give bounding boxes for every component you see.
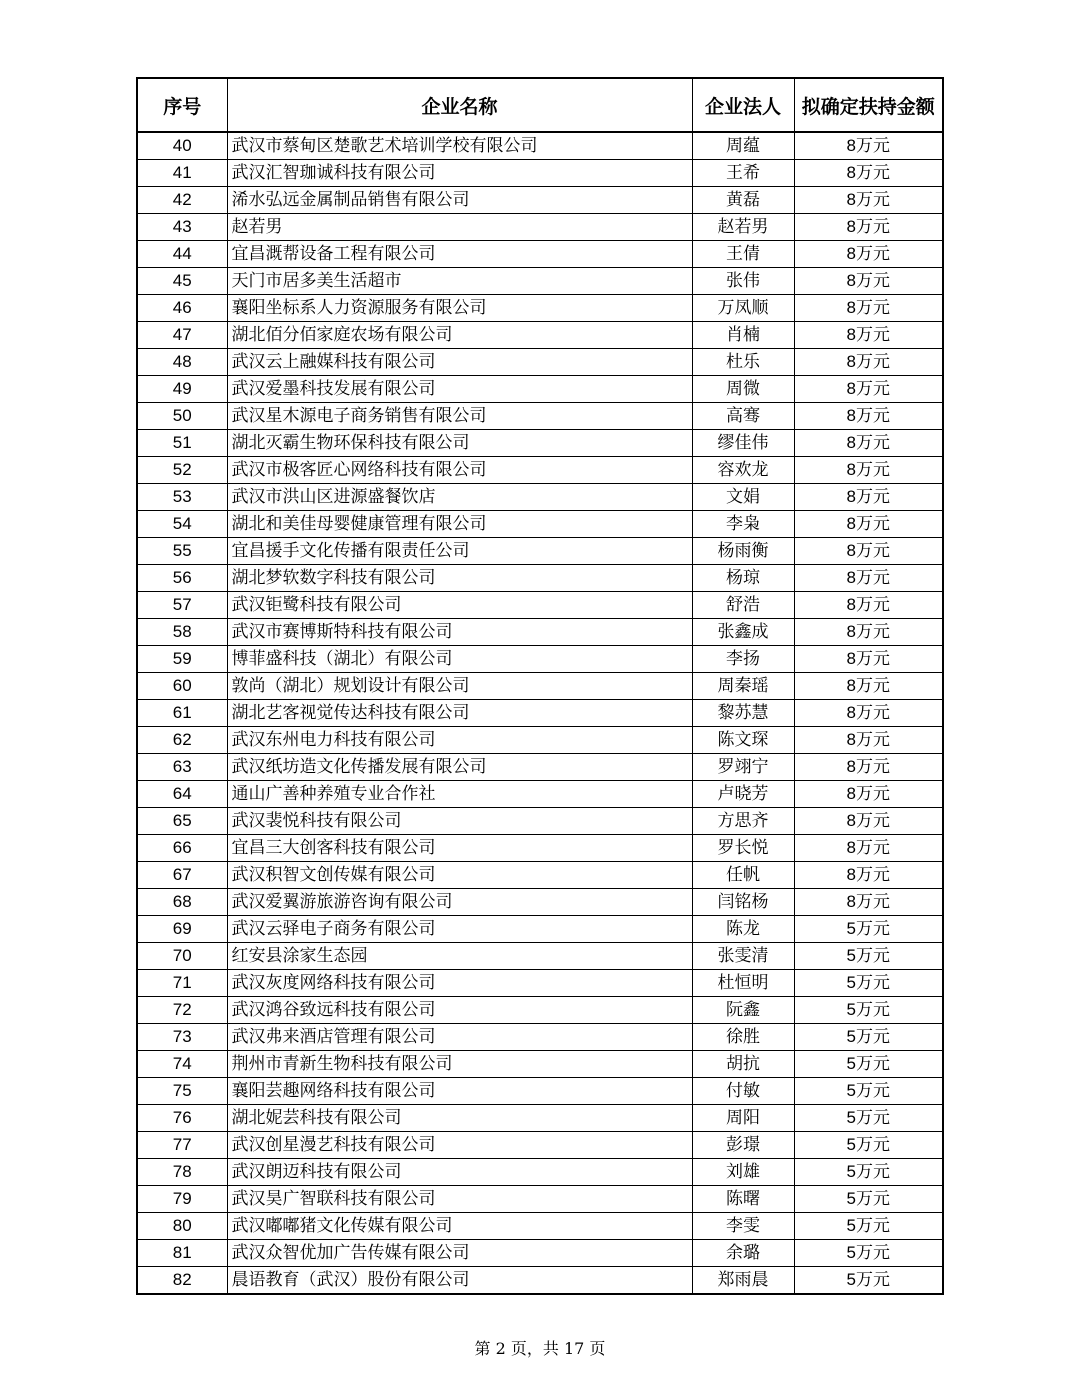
cell-serial-number: 41 <box>137 160 227 187</box>
table-row <box>137 835 943 862</box>
table-row <box>137 754 943 781</box>
cell-support-amount: 8万元 <box>794 511 943 538</box>
cell-company-name: 武汉星木源电子商务销售有限公司 <box>227 403 692 430</box>
cell-support-amount: 8万元 <box>794 700 943 727</box>
cell-company-name: 武汉东州电力科技有限公司 <box>227 727 692 754</box>
table-row <box>137 376 943 403</box>
cell-support-amount: 5万元 <box>794 1051 943 1078</box>
cell-legal-person: 罗翊宁 <box>692 754 794 781</box>
table-body <box>137 132 943 1294</box>
cell-support-amount: 8万元 <box>794 619 943 646</box>
cell-legal-person: 舒浩 <box>692 592 794 619</box>
cell-legal-person: 彭璟 <box>692 1132 794 1159</box>
cell-legal-person: 张鑫成 <box>692 619 794 646</box>
cell-company-name: 武汉嘟嘟猪文化传媒有限公司 <box>227 1213 692 1240</box>
cell-company-name: 武汉市赛博斯特科技有限公司 <box>227 619 692 646</box>
cell-company-name: 武汉市洪山区进源盛餐饮店 <box>227 484 692 511</box>
cell-legal-person: 陈龙 <box>692 916 794 943</box>
cell-company-name: 武汉市极客匠心网络科技有限公司 <box>227 457 692 484</box>
cell-company-name: 武汉灰度网络科技有限公司 <box>227 970 692 997</box>
table-row <box>137 1213 943 1240</box>
cell-legal-person: 缪佳伟 <box>692 430 794 457</box>
table-row <box>137 1024 943 1051</box>
cell-support-amount: 5万元 <box>794 1024 943 1051</box>
cell-company-name: 武汉鸿谷致远科技有限公司 <box>227 997 692 1024</box>
cell-legal-person: 容欢龙 <box>692 457 794 484</box>
cell-support-amount: 8万元 <box>794 565 943 592</box>
cell-serial-number: 72 <box>137 997 227 1024</box>
cell-legal-person: 卢晓芳 <box>692 781 794 808</box>
cell-serial-number: 78 <box>137 1159 227 1186</box>
cell-company-name: 武汉众智优加广告传媒有限公司 <box>227 1240 692 1267</box>
page-number: 第 2 页，共 17 页 <box>474 1339 606 1358</box>
cell-company-name: 宜昌三大创客科技有限公司 <box>227 835 692 862</box>
table-row <box>137 160 943 187</box>
cell-legal-person: 陈曙 <box>692 1186 794 1213</box>
cell-company-name: 博菲盛科技（湖北）有限公司 <box>227 646 692 673</box>
table-row <box>137 943 943 970</box>
cell-serial-number: 56 <box>137 565 227 592</box>
cell-serial-number: 47 <box>137 322 227 349</box>
table-row <box>137 187 943 214</box>
table-row <box>137 889 943 916</box>
cell-serial-number: 57 <box>137 592 227 619</box>
cell-support-amount: 8万元 <box>794 889 943 916</box>
table-row <box>137 1186 943 1213</box>
cell-company-name: 宜昌援手文化传播有限责任公司 <box>227 538 692 565</box>
cell-serial-number: 54 <box>137 511 227 538</box>
table-row <box>137 538 943 565</box>
table-row <box>137 970 943 997</box>
cell-serial-number: 65 <box>137 808 227 835</box>
table-row <box>137 349 943 376</box>
cell-legal-person: 肖楠 <box>692 322 794 349</box>
cell-company-name: 通山广善种养殖专业合作社 <box>227 781 692 808</box>
table-row <box>137 997 943 1024</box>
cell-legal-person: 郑雨晨 <box>692 1267 794 1295</box>
cell-support-amount: 8万元 <box>794 187 943 214</box>
table-row <box>137 619 943 646</box>
cell-serial-number: 70 <box>137 943 227 970</box>
cell-support-amount: 8万元 <box>794 160 943 187</box>
table-row <box>137 268 943 295</box>
cell-legal-person: 李扬 <box>692 646 794 673</box>
cell-support-amount: 5万元 <box>794 1105 943 1132</box>
cell-serial-number: 61 <box>137 700 227 727</box>
cell-support-amount: 5万元 <box>794 1078 943 1105</box>
cell-support-amount: 5万元 <box>794 1186 943 1213</box>
cell-company-name: 武汉云驿电子商务有限公司 <box>227 916 692 943</box>
table-row <box>137 322 943 349</box>
cell-company-name: 襄阳芸趣网络科技有限公司 <box>227 1078 692 1105</box>
table-row <box>137 808 943 835</box>
cell-support-amount: 8万元 <box>794 673 943 700</box>
table-row <box>137 1051 943 1078</box>
cell-company-name: 敦尚（湖北）规划设计有限公司 <box>227 673 692 700</box>
cell-legal-person: 杨琼 <box>692 565 794 592</box>
cell-legal-person: 方思齐 <box>692 808 794 835</box>
cell-serial-number: 44 <box>137 241 227 268</box>
cell-support-amount: 5万元 <box>794 1213 943 1240</box>
cell-legal-person: 黎苏慧 <box>692 700 794 727</box>
cell-company-name: 武汉弗来酒店管理有限公司 <box>227 1024 692 1051</box>
table-row <box>137 727 943 754</box>
cell-support-amount: 8万元 <box>794 430 943 457</box>
header-serial-number: 序号 <box>137 78 227 132</box>
cell-legal-person: 阮鑫 <box>692 997 794 1024</box>
table-row <box>137 132 943 160</box>
cell-support-amount: 8万元 <box>794 808 943 835</box>
table-row <box>137 214 943 241</box>
header-legal-person: 企业法人 <box>692 78 794 132</box>
header-row <box>137 78 943 132</box>
cell-company-name: 湖北灭霸生物环保科技有限公司 <box>227 430 692 457</box>
table-row <box>137 430 943 457</box>
cell-company-name: 武汉积智文创传媒有限公司 <box>227 862 692 889</box>
cell-serial-number: 46 <box>137 295 227 322</box>
cell-legal-person: 任帆 <box>692 862 794 889</box>
cell-legal-person: 罗长悦 <box>692 835 794 862</box>
cell-serial-number: 75 <box>137 1078 227 1105</box>
cell-legal-person: 付敏 <box>692 1078 794 1105</box>
cell-support-amount: 8万元 <box>794 214 943 241</box>
cell-legal-person: 万凤顺 <box>692 295 794 322</box>
cell-support-amount: 5万元 <box>794 1267 943 1295</box>
header-support-amount: 拟确定扶持金额 <box>794 78 943 132</box>
cell-company-name: 浠水弘远金属制品销售有限公司 <box>227 187 692 214</box>
table-row <box>137 700 943 727</box>
cell-company-name: 武汉朗迈科技有限公司 <box>227 1159 692 1186</box>
cell-company-name: 湖北妮芸科技有限公司 <box>227 1105 692 1132</box>
table-row <box>137 1267 943 1295</box>
cell-serial-number: 73 <box>137 1024 227 1051</box>
cell-support-amount: 5万元 <box>794 1240 943 1267</box>
cell-serial-number: 59 <box>137 646 227 673</box>
cell-company-name: 武汉昊广智联科技有限公司 <box>227 1186 692 1213</box>
cell-support-amount: 8万元 <box>794 295 943 322</box>
cell-legal-person: 李雯 <box>692 1213 794 1240</box>
cell-serial-number: 40 <box>137 132 227 160</box>
cell-support-amount: 5万元 <box>794 943 943 970</box>
cell-legal-person: 张雯清 <box>692 943 794 970</box>
cell-serial-number: 43 <box>137 214 227 241</box>
subsidy-table <box>136 77 944 1295</box>
cell-company-name: 武汉市蔡甸区楚歌艺术培训学校有限公司 <box>227 132 692 160</box>
cell-support-amount: 8万元 <box>794 592 943 619</box>
table-header <box>137 78 943 132</box>
cell-serial-number: 60 <box>137 673 227 700</box>
cell-serial-number: 49 <box>137 376 227 403</box>
header-company-name: 企业名称 <box>227 78 692 132</box>
cell-legal-person: 杜恒明 <box>692 970 794 997</box>
cell-company-name: 武汉汇智珈诚科技有限公司 <box>227 160 692 187</box>
cell-company-name: 武汉钜鹭科技有限公司 <box>227 592 692 619</box>
cell-legal-person: 余璐 <box>692 1240 794 1267</box>
cell-serial-number: 76 <box>137 1105 227 1132</box>
cell-legal-person: 李枭 <box>692 511 794 538</box>
cell-company-name: 湖北艺客视觉传达科技有限公司 <box>227 700 692 727</box>
cell-serial-number: 74 <box>137 1051 227 1078</box>
cell-legal-person: 王希 <box>692 160 794 187</box>
cell-legal-person: 周微 <box>692 376 794 403</box>
cell-serial-number: 55 <box>137 538 227 565</box>
cell-support-amount: 8万元 <box>794 268 943 295</box>
cell-legal-person: 杨雨衡 <box>692 538 794 565</box>
table-row <box>137 592 943 619</box>
cell-serial-number: 80 <box>137 1213 227 1240</box>
cell-support-amount: 8万元 <box>794 835 943 862</box>
cell-legal-person: 王倩 <box>692 241 794 268</box>
cell-serial-number: 51 <box>137 430 227 457</box>
cell-legal-person: 周蕴 <box>692 132 794 160</box>
cell-legal-person: 杜乐 <box>692 349 794 376</box>
cell-support-amount: 8万元 <box>794 349 943 376</box>
cell-legal-person: 徐胜 <box>692 1024 794 1051</box>
cell-support-amount: 8万元 <box>794 727 943 754</box>
cell-serial-number: 71 <box>137 970 227 997</box>
cell-company-name: 武汉纸坊造文化传播发展有限公司 <box>227 754 692 781</box>
cell-serial-number: 82 <box>137 1267 227 1295</box>
cell-company-name: 武汉创星漫艺科技有限公司 <box>227 1132 692 1159</box>
cell-serial-number: 63 <box>137 754 227 781</box>
table-row <box>137 646 943 673</box>
cell-legal-person: 文娟 <box>692 484 794 511</box>
cell-serial-number: 58 <box>137 619 227 646</box>
cell-company-name: 湖北佰分佰家庭农场有限公司 <box>227 322 692 349</box>
cell-serial-number: 48 <box>137 349 227 376</box>
cell-company-name: 武汉爱翼游旅游咨询有限公司 <box>227 889 692 916</box>
table-row <box>137 862 943 889</box>
table-row <box>137 1159 943 1186</box>
table-row <box>137 1132 943 1159</box>
cell-serial-number: 81 <box>137 1240 227 1267</box>
cell-legal-person: 闫铭杨 <box>692 889 794 916</box>
table-row <box>137 916 943 943</box>
cell-legal-person: 高骞 <box>692 403 794 430</box>
cell-company-name: 晨语教育（武汉）股份有限公司 <box>227 1267 692 1295</box>
cell-serial-number: 52 <box>137 457 227 484</box>
cell-support-amount: 5万元 <box>794 1159 943 1186</box>
cell-company-name: 荆州市青新生物科技有限公司 <box>227 1051 692 1078</box>
cell-support-amount: 8万元 <box>794 484 943 511</box>
cell-legal-person: 胡抗 <box>692 1051 794 1078</box>
cell-support-amount: 8万元 <box>794 754 943 781</box>
cell-support-amount: 5万元 <box>794 997 943 1024</box>
cell-serial-number: 64 <box>137 781 227 808</box>
cell-serial-number: 53 <box>137 484 227 511</box>
cell-serial-number: 50 <box>137 403 227 430</box>
cell-company-name: 赵若男 <box>227 214 692 241</box>
cell-company-name: 武汉云上融媒科技有限公司 <box>227 349 692 376</box>
cell-serial-number: 77 <box>137 1132 227 1159</box>
cell-serial-number: 69 <box>137 916 227 943</box>
cell-legal-person: 陈文琛 <box>692 727 794 754</box>
table-row <box>137 1105 943 1132</box>
cell-legal-person: 刘雄 <box>692 1159 794 1186</box>
table-row <box>137 781 943 808</box>
table-row <box>137 1240 943 1267</box>
cell-support-amount: 8万元 <box>794 862 943 889</box>
cell-legal-person: 张伟 <box>692 268 794 295</box>
cell-support-amount: 8万元 <box>794 403 943 430</box>
cell-support-amount: 5万元 <box>794 916 943 943</box>
cell-company-name: 天门市居多美生活超市 <box>227 268 692 295</box>
cell-support-amount: 8万元 <box>794 646 943 673</box>
cell-company-name: 宜昌溉帮设备工程有限公司 <box>227 241 692 268</box>
cell-serial-number: 66 <box>137 835 227 862</box>
cell-company-name: 襄阳坐标系人力资源服务有限公司 <box>227 295 692 322</box>
cell-support-amount: 5万元 <box>794 970 943 997</box>
table-row <box>137 484 943 511</box>
cell-support-amount: 8万元 <box>794 132 943 160</box>
cell-company-name: 湖北和美佳母婴健康管理有限公司 <box>227 511 692 538</box>
cell-legal-person: 黄磊 <box>692 187 794 214</box>
cell-support-amount: 8万元 <box>794 241 943 268</box>
cell-serial-number: 68 <box>137 889 227 916</box>
cell-legal-person: 周秦瑶 <box>692 673 794 700</box>
cell-support-amount: 8万元 <box>794 457 943 484</box>
cell-legal-person: 赵若男 <box>692 214 794 241</box>
cell-support-amount: 8万元 <box>794 322 943 349</box>
table-row <box>137 1078 943 1105</box>
cell-serial-number: 45 <box>137 268 227 295</box>
cell-serial-number: 62 <box>137 727 227 754</box>
cell-support-amount: 5万元 <box>794 1132 943 1159</box>
table-row <box>137 403 943 430</box>
table-row <box>137 511 943 538</box>
cell-serial-number: 67 <box>137 862 227 889</box>
cell-company-name: 武汉爱墨科技发展有限公司 <box>227 376 692 403</box>
cell-serial-number: 42 <box>137 187 227 214</box>
table-row <box>137 241 943 268</box>
table-row <box>137 565 943 592</box>
cell-company-name: 红安县涂家生态园 <box>227 943 692 970</box>
table-row <box>137 295 943 322</box>
cell-support-amount: 8万元 <box>794 376 943 403</box>
cell-support-amount: 8万元 <box>794 781 943 808</box>
cell-company-name: 湖北梦软数字科技有限公司 <box>227 565 692 592</box>
cell-legal-person: 周阳 <box>692 1105 794 1132</box>
table-row <box>137 457 943 484</box>
cell-support-amount: 8万元 <box>794 538 943 565</box>
cell-company-name: 武汉裴悦科技有限公司 <box>227 808 692 835</box>
table-row <box>137 673 943 700</box>
cell-serial-number: 79 <box>137 1186 227 1213</box>
